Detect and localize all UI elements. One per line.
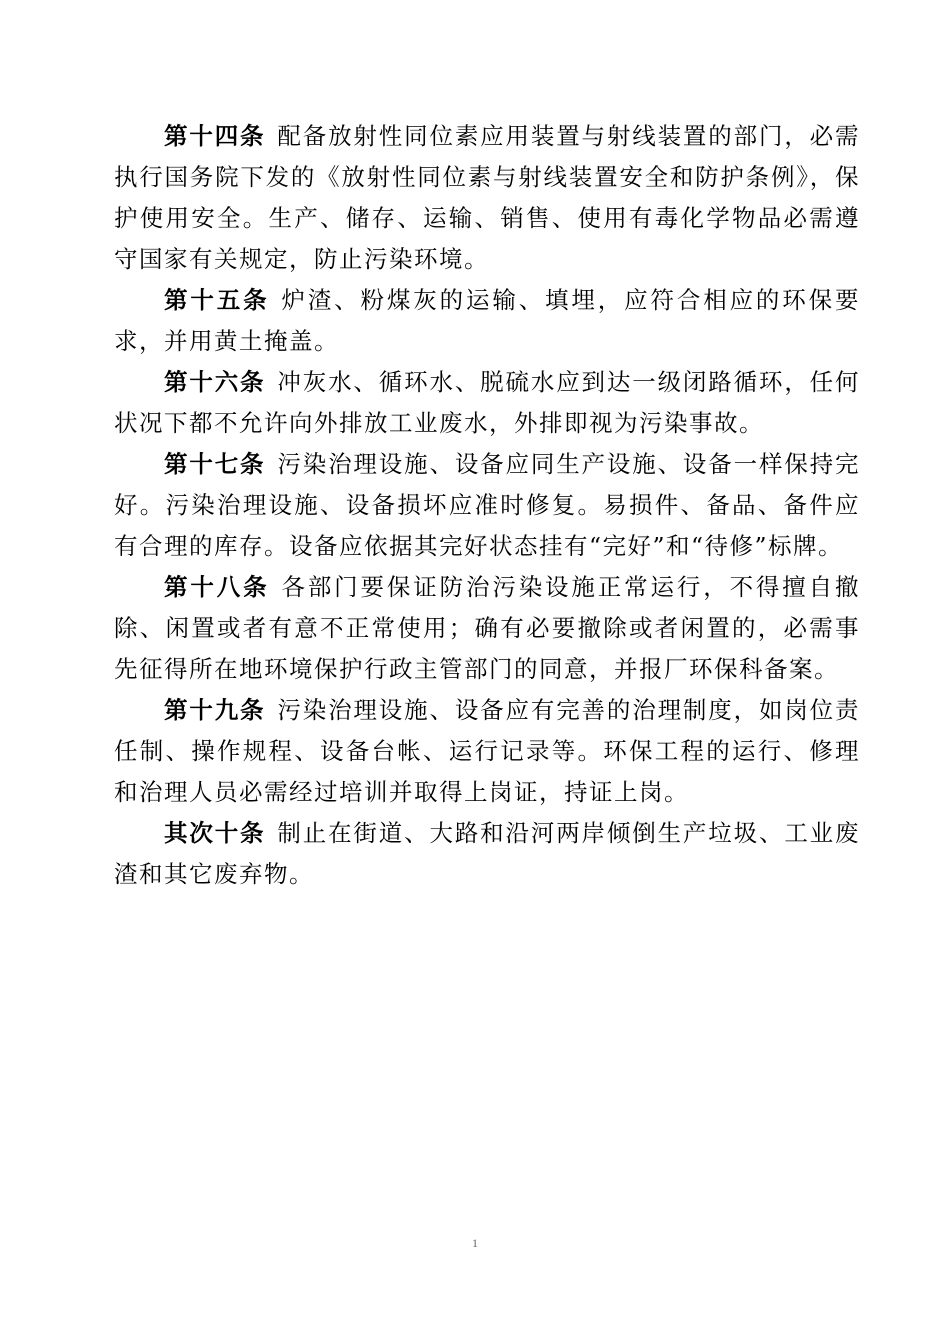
article-number: 其次十条 xyxy=(164,819,266,847)
article-14 xyxy=(114,116,860,280)
article-17 xyxy=(114,444,860,567)
article-text: 制止在街道、大路和沿河两岸倾倒生产垃圾、工业废渣和其它废弃物。 xyxy=(114,819,861,888)
article-text: 污染治理设施、设备应同生产设施、设备一样保持完好。污染治理设施、设备损坏应准时修复。易损件、备品、备件应有合理的库存。设备应依据其完好状态挂有“完好”和“待修”标牌。 xyxy=(114,450,861,560)
document-body xyxy=(114,116,860,895)
page-number: 1 xyxy=(472,1236,478,1250)
article-16 xyxy=(114,362,860,444)
article-text: 各部门要保证防治污染设施正常运行，不得擅自撤除、闲置或者有意不正常使用；确有必要撤除或者闲置的，必需事先征得所在地环境保护行政主管部门的同意，并报厂环保科备案。 xyxy=(114,573,861,683)
article-text: 配备放射性同位素应用装置与射线装置的部门，必需执行国务院下发的《放射性同位素与射线装置安全和防护条例》，保 护使用安全。生产、储存、运输、销售、使用有毒化学物品必需遵守国家有关规定，防止污染环境。 xyxy=(114,122,861,273)
article-number: 第十四条 xyxy=(164,122,266,150)
article-number: 第十五条 xyxy=(164,286,270,314)
article-text: 冲灰水、循环水、脱硫水应到达一级闭路循环，任何状况下都不允许向外排放工业废水，外排即视为污染事故。 xyxy=(114,368,861,437)
article-18 xyxy=(114,567,860,690)
article-number: 第十九条 xyxy=(164,696,266,724)
article-text: 炉渣、粉煤灰的运输、填埋，应符合相应的环保要求，并用黄土掩盖。 xyxy=(114,286,861,355)
article-number: 第十七条 xyxy=(164,450,266,478)
article-text: 污染治理设施、设备应有完善的治理制度，如岗位责任制、操作规程、设备台帐、运行记录等。环保工程的运行、修理和治理人员必需经过培训并取得上岗证，持证上岗。 xyxy=(114,696,861,806)
article-number: 第十八条 xyxy=(164,573,270,601)
article-20 xyxy=(114,813,860,895)
article-15 xyxy=(114,280,860,362)
article-19 xyxy=(114,690,860,813)
article-number: 第十六条 xyxy=(164,368,266,396)
